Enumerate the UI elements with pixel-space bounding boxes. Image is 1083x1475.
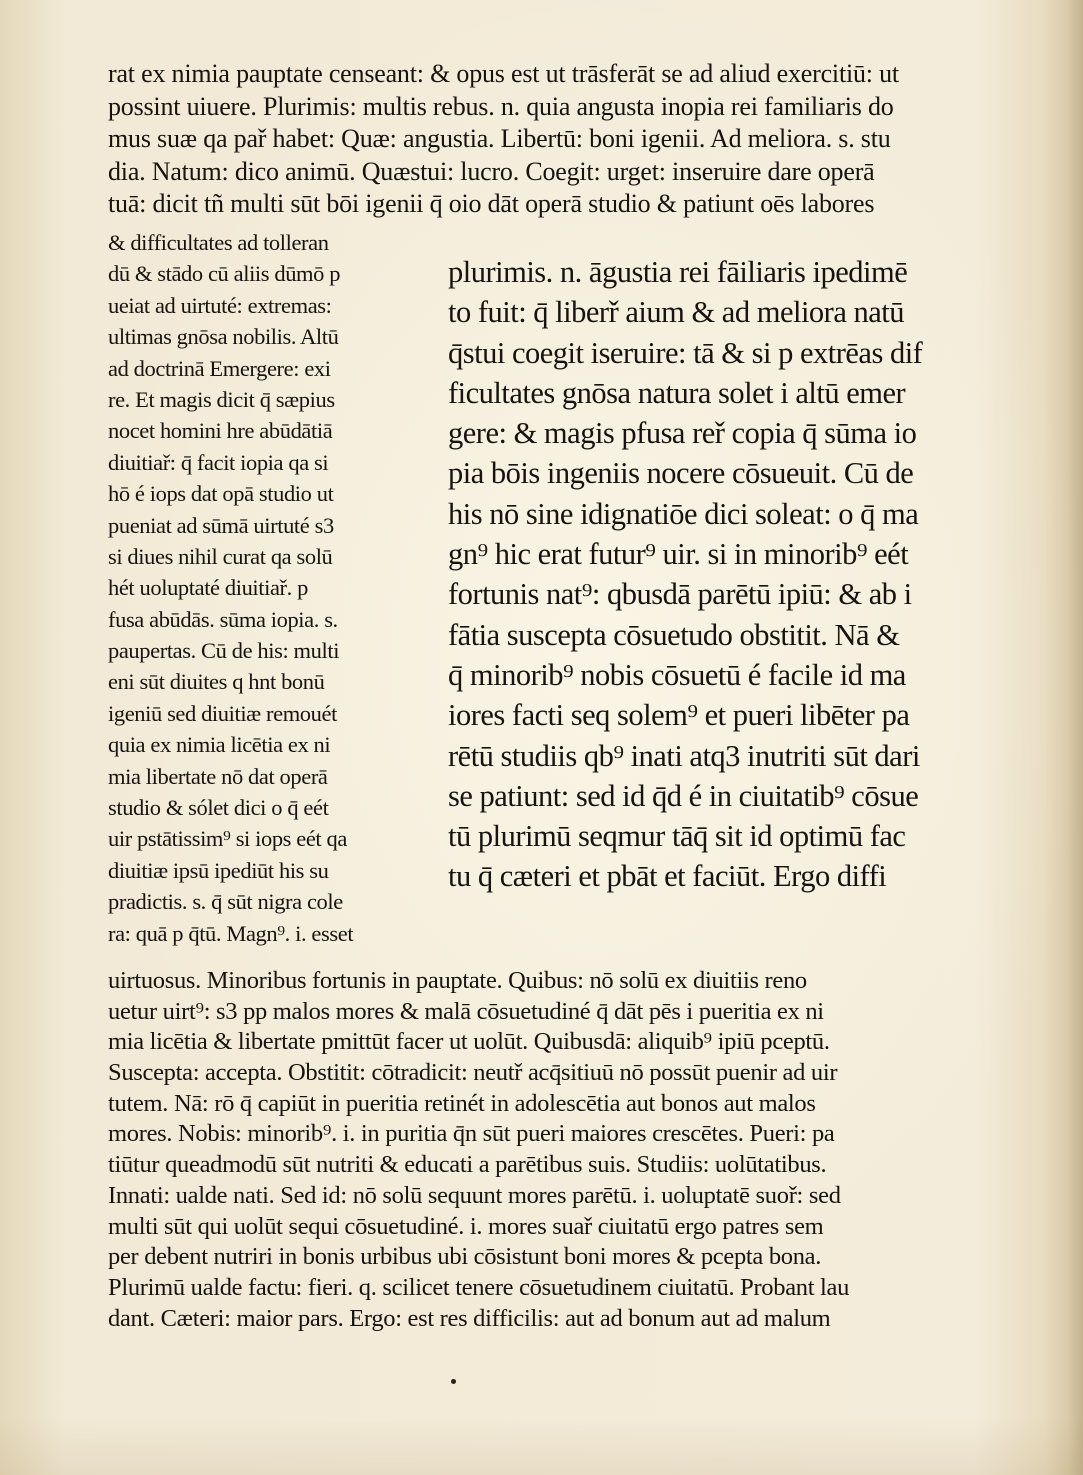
text-line: fortunis nat⁹: qbusdā parētū ipiū: & ab i bbox=[448, 577, 912, 612]
text-line: pradictis. s. q̄ sūt nigra cole bbox=[108, 889, 343, 915]
text-line: his nō sine idignatiōe dici soleat: o q̄ ma bbox=[448, 496, 919, 531]
text-line: hét uoluptaté diuitiař. p bbox=[108, 575, 308, 601]
text-line: tū plurimū seqmur tāq̄ sit id optimū fac bbox=[448, 819, 906, 854]
text-line: per debent nutriri in bonis urbibus ubi cōsistunt boni mores & pcepta bona. bbox=[108, 1243, 822, 1271]
text-line: dia. Natum: dico animū. Quæstui: lucro. Coegit: urget: inseruire dare operā bbox=[108, 156, 875, 186]
text-line: eni sūt diuites q hnt bonū bbox=[108, 669, 325, 695]
text-line: studio & sólet dici o q̄ eét bbox=[108, 795, 329, 821]
text-line: diuitiař: q̄ facit iopia qa si bbox=[108, 449, 329, 475]
text-line: se patiunt: sed id q̄d é in ciuitatib⁹ cōsue bbox=[448, 778, 919, 813]
text-line: iores facti seq solem⁹ et pueri libēter pa bbox=[448, 698, 910, 733]
text-line: tuā: dicit tñ multi sūt bōi igenii q̄ oio dāt operā studio & patiunt oēs labores bbox=[108, 189, 875, 219]
text-line: mia libertate nō dat operā bbox=[108, 763, 328, 789]
text-line: Suscepta: accepta. Obstitit: cōtradicit: neutř acq̄sitiuū nō possūt puenir ad uir bbox=[108, 1059, 838, 1087]
text-line: tu q̄ cæteri et pbāt et faciūt. Ergo diffi bbox=[448, 859, 887, 894]
text-line: pueniat ad sūmā uirtuté s3 bbox=[108, 512, 334, 538]
text-line: uirtuosus. Minoribus fortunis in pauptate. Quibus: nō solū ex diuitiis reno bbox=[108, 967, 807, 994]
text-line: ficultates gnōsa natura solet i altū emer bbox=[448, 375, 906, 410]
text-line: re. Et magis dicit q̄ sæpius bbox=[108, 386, 335, 412]
text-line: to fuit: q̄ liberř aium & ad meliora natū bbox=[448, 295, 905, 330]
text-line: mus suæ qa pař habet: Quæ: angustia. Libertū: boni igenii. Ad meliora. s. stu bbox=[108, 124, 891, 154]
text-line: gere: & magis pfusa reř copia q̄ sūma io bbox=[448, 416, 917, 451]
bottom-commentary bbox=[108, 966, 1013, 1334]
text-line: pia bōis ingeniis nocere cōsueuit. Cū de bbox=[448, 456, 914, 491]
text-line: tutem. Nā: rō q̄ capiūt in pueritia retinét in adolescētia aut bonos aut malos bbox=[108, 1089, 816, 1117]
text-line: igeniū sed diuitiæ remouét bbox=[108, 700, 337, 726]
text-line: & difficultates ad tolleran bbox=[108, 230, 329, 255]
text-line: Innati: ualde nati. Sed id: nō solū sequunt mores parētū. i. uoluptatē suoř: sed bbox=[108, 1181, 841, 1209]
text-line: possint uiuere. Plurimis: multis rebus. n. quia angusta inopia rei familiaris do bbox=[108, 91, 894, 121]
text-line: q̄ minorib⁹ nobis cōsuetū é facile id ma bbox=[448, 657, 906, 692]
text-line: fātia suscepta cōsuetudo obstitit. Nā & bbox=[448, 617, 900, 652]
text-line: diuitiæ ipsū ipediūt his su bbox=[108, 857, 329, 883]
text-line: dū & stādo cū aliis dūmō p bbox=[108, 261, 341, 287]
text-line: gn⁹ hic erat futur⁹ uir. si in minorib⁹ eét bbox=[448, 537, 909, 572]
text-line: plurimis. n. āgustia rei fāiliaris ipedimē bbox=[448, 255, 908, 289]
text-line: nocet homini hre abūdātiā bbox=[108, 418, 333, 444]
text-line: ultimas gnōsa nobilis. Altū bbox=[108, 324, 339, 350]
text-line: quia ex nimia licētia ex ni bbox=[108, 732, 331, 758]
text-line: si diues nihil curat qa solū bbox=[108, 543, 333, 569]
top-commentary bbox=[108, 58, 1008, 221]
main-text-column bbox=[448, 252, 1013, 897]
text-line: fusa abūdās. sūma iopia. s. bbox=[108, 606, 338, 632]
text-line: paupertas. Cū de his: multi bbox=[108, 638, 340, 664]
text-line: ueiat ad uirtuté: extremas: bbox=[108, 292, 332, 318]
left-gloss-column bbox=[108, 227, 426, 949]
text-line: uir pstātissim⁹ si iops eét qa bbox=[108, 826, 347, 852]
text-line: uetur uirt⁹: s3 pp malos mores & malā cōsuetudiné q̄ dāt pēs i pueritia ex ni bbox=[108, 997, 824, 1025]
text-line: ad doctrinā Emergere: exi bbox=[108, 355, 331, 381]
text-line: rētū studiis qb⁹ inati atq3 inutriti sūt dari bbox=[448, 738, 920, 773]
text-line: mia licētia & libertate pmittūt facer ut uolūt. Quibusdā: aliquib⁹ ipiū pceptū. bbox=[108, 1028, 830, 1056]
ink-dot bbox=[451, 1379, 456, 1384]
text-line: dant. Cæteri: maior pars. Ergo: est res difficilis: aut ad bonum aut ad malum bbox=[108, 1304, 831, 1332]
text-line: rat ex nimia pauptate censeant: & opus est ut trāsferāt se ad aliud exercitiū: ut bbox=[108, 59, 899, 88]
page-bottom-shadow bbox=[0, 1415, 1083, 1475]
text-line: Plurimū ualde factu: fieri. q. scilicet tenere cōsuetudinem ciuitatū. Probant lau bbox=[108, 1273, 850, 1301]
text-line: q̄stui coegit iseruire: tā & si p extrēas dif bbox=[448, 335, 923, 370]
text-line: multi sūt qui uolūt sequi cōsuetudiné. i. mores suař ciuitatū ergo patres sem bbox=[108, 1212, 824, 1240]
text-line: ra: quā p q̄tū. Magn⁹. i. esset bbox=[108, 920, 354, 946]
text-line: tiūtur queadmodū sūt nutriti & educati a parētibus suis. Studiis: uolūtatibus. bbox=[108, 1151, 827, 1179]
page-edge-shadow bbox=[1043, 0, 1083, 1475]
text-line: hō é iops dat opā studio ut bbox=[108, 481, 334, 507]
text-line: mores. Nobis: minorib⁹. i. in puritia q̄n sūt pueri maiores crescētes. Pueri: pa bbox=[108, 1120, 835, 1148]
